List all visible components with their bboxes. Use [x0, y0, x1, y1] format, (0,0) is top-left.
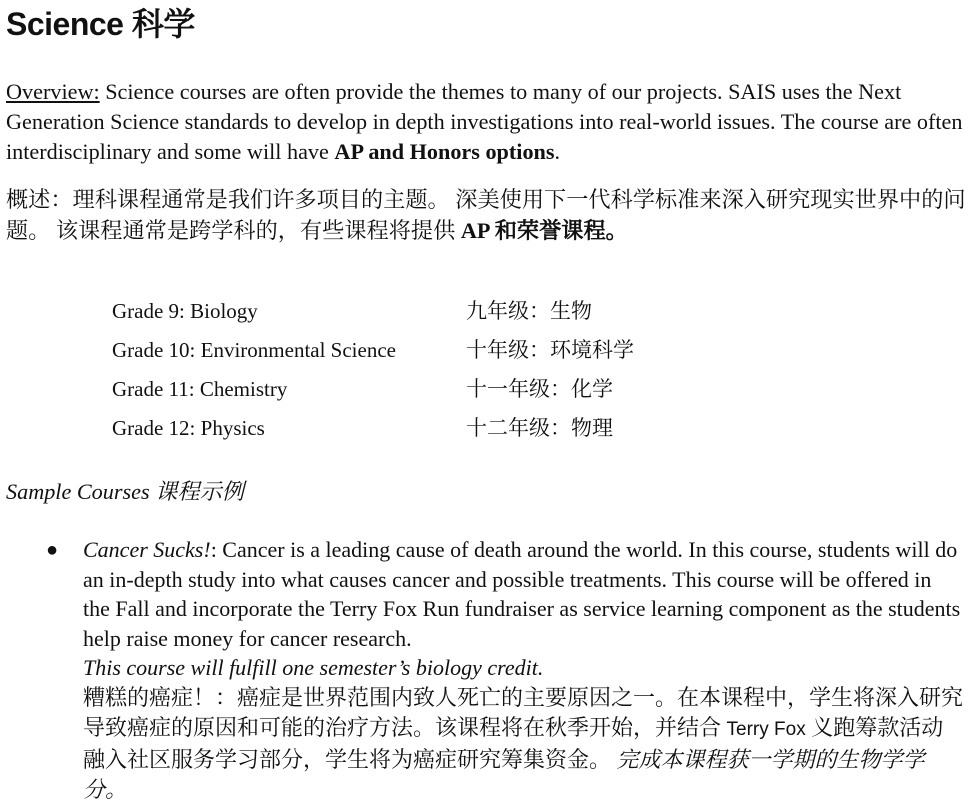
- course-cn-credit: 完成本课程获一学期的生物学学分。: [83, 746, 925, 802]
- overview-tail: .: [554, 139, 561, 164]
- overview-label: Overview:: [6, 79, 100, 104]
- overview-text: Science courses are often provide the themes to many of our projects. SAIS uses the Next Generation Science standards to develop in depth investigations into real-world issues. The course are often interdisciplinary and some will have: [6, 79, 963, 164]
- course-cn-text: 糟糕的癌症！：癌症是世界范围内致人死亡的主要原因之一。在本课程中，学生将深入研究导致癌症的原因和可能的治疗方法。该课程将在秋季开始，并结合 Terry Fox 义跑筹款活动融入社区服务学习部分，学生将为癌症研究筹集资金。 完成本课程获一学期的生物学学分。: [83, 684, 964, 802]
- course-item: [83, 535, 963, 805]
- grade-row: [112, 292, 634, 331]
- grade-cn: 十年级：环境科学: [466, 338, 634, 362]
- overview-cn-text: 概述：理科课程通常是我们许多项目的主题。 深美使用下一代科学标准来深入研究现实世界中的问题。 该课程通常是跨学科的，有些课程将提供: [6, 187, 966, 243]
- grade-en: Grade 12: Physics: [112, 416, 265, 440]
- grade-cn: 九年级：生物: [466, 299, 592, 323]
- grade-row: [112, 370, 634, 409]
- grade-en: Grade 9: Biology: [112, 299, 258, 323]
- course-name: Cancer Sucks!: [83, 537, 211, 562]
- grade-row: [112, 331, 634, 370]
- grade-en: Grade 10: Environmental Science: [112, 338, 396, 362]
- course-desc: : Cancer is a leading cause of death around the world. In this course, students will do an in-depth study into what causes cancer and possible treatments. This course will be offered in the Fall and incorporate the Terry Fox Run fundraiser as service learning component as the students help raise money for cancer research.: [83, 537, 961, 651]
- grade-cn: 十一年级：化学: [466, 377, 613, 401]
- overview-cn-bold: AP 和荣誉课程。: [460, 218, 628, 243]
- grade-row: [112, 409, 634, 448]
- overview-bold: AP and Honors options: [334, 139, 555, 164]
- grades-list: [112, 292, 634, 448]
- page-title: Science 科学: [6, 6, 195, 42]
- course-en-text: [83, 535, 963, 653]
- grade-en: Grade 11: Chemistry: [112, 377, 288, 401]
- course-credit: This course will fulfill one semester’s biology credit.: [83, 655, 544, 681]
- overview-paragraph: [6, 77, 964, 167]
- grade-cn: 十二年级：物理: [466, 416, 613, 440]
- bullet-icon: ●: [46, 539, 59, 561]
- sample-courses-heading: Sample Courses 课程示例: [6, 479, 244, 504]
- overview-cn-paragraph: [6, 184, 966, 246]
